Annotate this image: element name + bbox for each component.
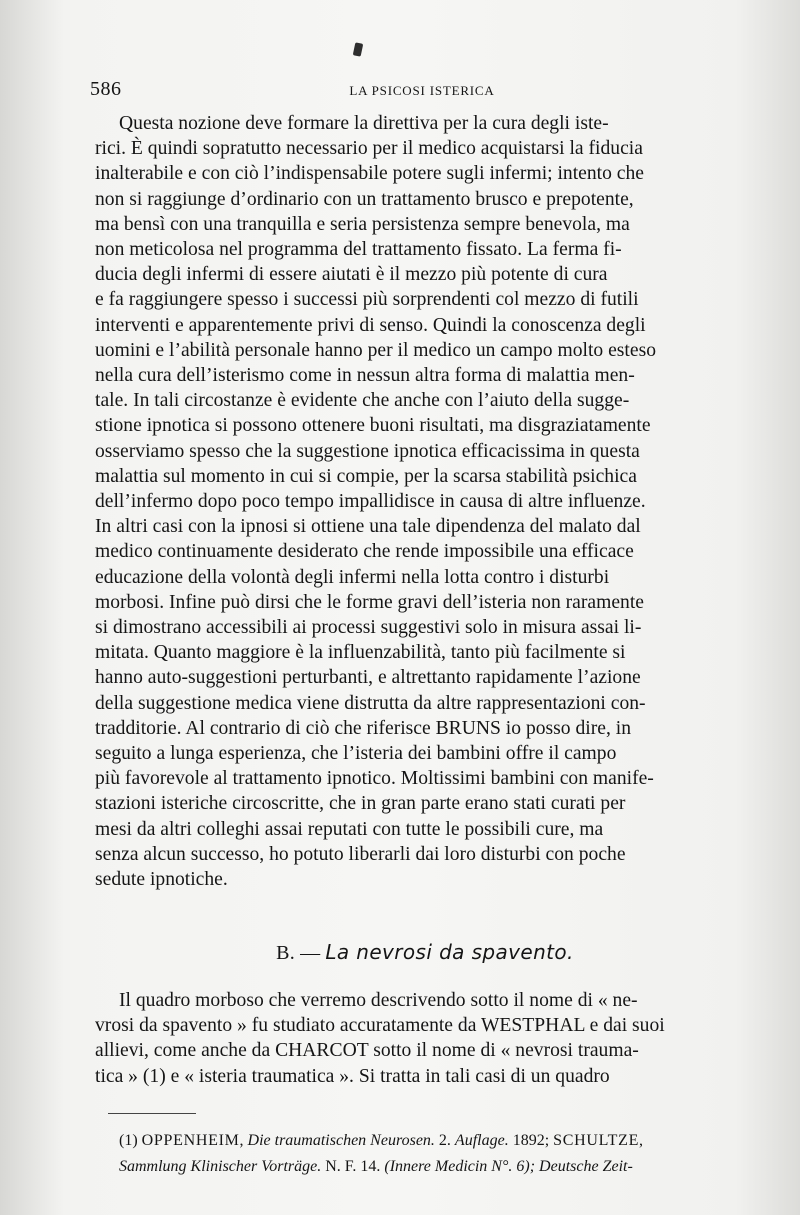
paragraph-1-line: della suggestione medica viene distrutta da altre rappresentazioni con- — [95, 692, 646, 714]
paragraph-1-line: non si raggiunge d’ordinario con un trattamento brusco e prepotente, — [95, 188, 634, 210]
paragraph-fright-neurosis — [95, 988, 755, 1089]
paragraph-1-line: sedute ipnotiche. — [95, 869, 228, 891]
footnote-auflage: Auflage. — [454, 1132, 509, 1149]
paragraph-1-line: educazione della volontà degli infermi nella lotta contro i disturbi — [95, 566, 610, 588]
paragraph-1-line: tradditorie. Al contrario di ciò che riferisce BRUNS io posso dire, in — [95, 717, 631, 739]
paragraph-1-line: ducia degli infermi di essere aiutati è il mezzo più potente di cura — [95, 264, 608, 286]
footnote-line-1 — [95, 1128, 755, 1154]
paragraph-1-line: si dimostrano accessibili ai processi suggestivi solo in misura assai li- — [95, 617, 642, 639]
footnote-series-note: (Innere Medicin N°. 6); — [384, 1158, 536, 1175]
paragraph-1-line: nella cura dell’isterismo come in nessun altra forma di malattia men- — [95, 365, 635, 387]
footnote-divider — [108, 1113, 196, 1114]
paragraph-1-line: morbosi. Infine può dirsi che le forme gravi dell’isteria non raramente — [95, 591, 644, 613]
paragraph-1-line: tale. In tali circostanze è evidente che anche con l’aiuto della sugge- — [95, 390, 630, 412]
footnote-number: (1) — [119, 1132, 142, 1149]
paragraph-1-line: uomini e l’abilità personale hanno per il medico un campo molto esteso — [95, 339, 656, 361]
paragraph-1-line: mitata. Quanto maggiore è la influenzabilità, tanto più facilmente si — [95, 642, 626, 664]
paragraph-2-line: vrosi da spavento » fu studiato accuratamente da WESTPHAL e dai suoi — [95, 1015, 665, 1037]
paragraph-2-line: allievi, come anche da CHARCOT sotto il nome di « nevrosi trauma- — [95, 1040, 639, 1062]
running-title: LA PSICOSI ISTERICA — [349, 83, 495, 98]
paragraph-1-line: interventi e apparentemente privi di senso. Quindi la conoscenza degli — [95, 314, 646, 336]
paragraph-1-line: mesi da altri colleghi assai reputati con tutte le possibili cure, ma — [95, 818, 604, 840]
paragraph-1-line: rici. È quindi sopratutto necessario per il medico acquistarsi la fiducia — [95, 138, 643, 160]
footnote-series-number: N. F. 14. — [321, 1158, 385, 1175]
paragraph-1-line: Questa nozione deve formare la direttiva per la cura degli iste- — [119, 113, 609, 134]
footnote-author-oppenheim: OPPENHEIM — [141, 1132, 240, 1149]
paragraph-1-line: hanno auto-suggestioni perturbanti, e altrettanto rapidamente l’azione — [95, 667, 641, 689]
section-heading — [95, 939, 755, 966]
paragraph-1-line: non meticolosa nel programma del trattamento fissato. La ferma fi- — [95, 239, 622, 261]
section-heading-title: La nevrosi da spavento. — [325, 940, 574, 964]
footnote-edition-number: 2. — [434, 1132, 455, 1149]
ink-blot — [353, 42, 364, 56]
paragraph-1-line: dell’infermo dopo poco tempo impallidisce in causa di altre influenze. — [95, 491, 646, 513]
page-header — [90, 78, 754, 102]
paragraph-1-line: medico continuamente desiderato che rende impossibile una efficace — [95, 541, 634, 563]
paragraph-2-line: tica » (1) e « isteria traumatica ». Si tratta in tali casi di un quadro — [95, 1065, 610, 1087]
page-number: 586 — [90, 78, 122, 100]
footnote-collection-title: Sammlung Klinischer Vorträge. — [119, 1158, 322, 1175]
paragraph-1-line: seguito a lunga esperienza, che l’isteria dei bambini offre il campo — [95, 743, 617, 765]
paragraph-1-line: In altri casi con la ipnosi si ottiene una tale dipendenza del malato dal — [95, 516, 641, 538]
paragraph-1-line: ma bensì con una tranquilla e seria persistenza sempre benevola, ma — [95, 213, 630, 235]
footnote-year: 1892; — [508, 1132, 554, 1149]
paragraph-1-line: più favorevole al trattamento ipnotico. Moltissimi bambini con manife- — [95, 768, 654, 790]
footnote — [95, 1128, 755, 1180]
paragraph-hypnosis-care — [95, 111, 755, 892]
footnote-journal-start: Deutsche Zeit- — [535, 1158, 633, 1175]
footnote-author-schultze: SCHULTZE, — [553, 1132, 644, 1149]
footnote-title-oppenheim: Die traumatischen Neurosen. — [247, 1132, 435, 1149]
paragraph-1-line: malattia sul momento in cui si compie, per la scarsa stabilità psichica — [95, 465, 637, 487]
paragraph-1-line: osserviamo spesso che la suggestione ipnotica efficacissima in questa — [95, 440, 640, 462]
footnote-comma: , — [239, 1132, 248, 1149]
paragraph-1-line: inalterabile e con ciò l’indispensabile potere sugli infermi; intento che — [95, 163, 644, 185]
paragraph-1-line: e fa raggiungere spesso i successi più sorprendenti col mezzo di futili — [95, 289, 639, 311]
section-heading-prefix: B. — — [276, 942, 321, 964]
footnote-line-2 — [95, 1154, 755, 1180]
paragraph-2-line: Il quadro morboso che verremo descrivendo sotto il nome di « ne- — [119, 990, 638, 1011]
paragraph-1-line: stione ipnotica si possono ottenere buoni risultati, ma disgraziatamente — [95, 415, 651, 437]
paragraph-1-line: stazioni isteriche circoscritte, che in gran parte erano stati curati per — [95, 793, 626, 815]
paragraph-1-line: senza alcun successo, ho potuto liberarli dai loro disturbi con poche — [95, 843, 626, 865]
